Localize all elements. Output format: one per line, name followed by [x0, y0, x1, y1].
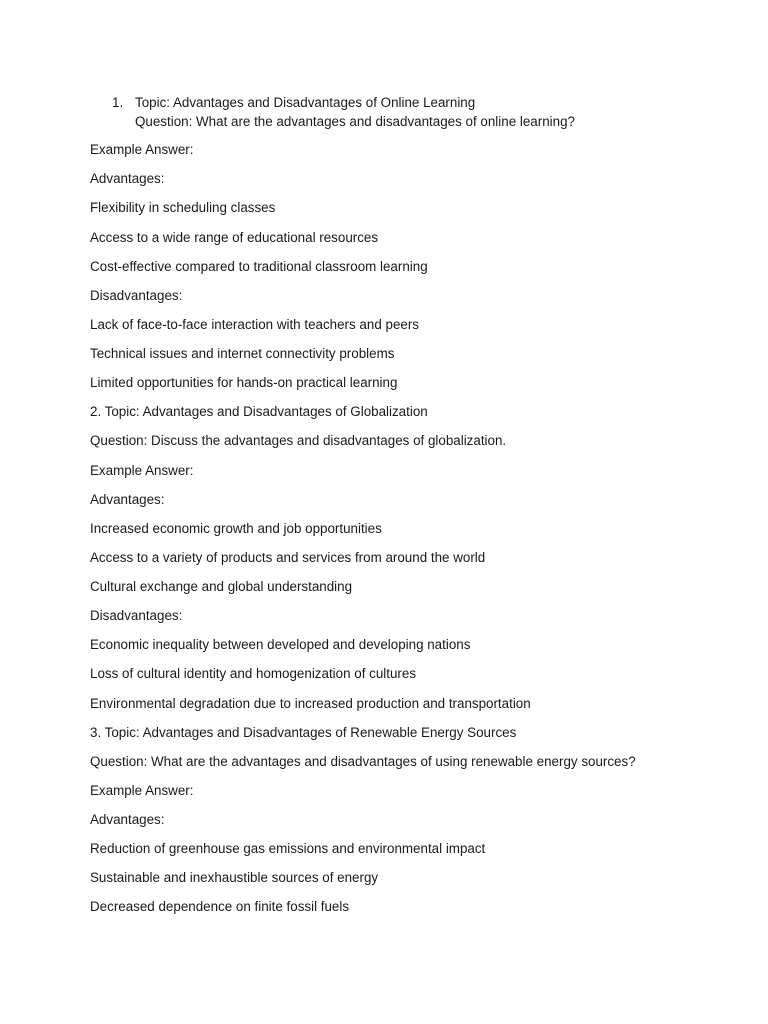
paragraph: Question: Discuss the advantages and disadvantages of globalization.: [90, 433, 507, 448]
paragraph: Advantages:: [90, 171, 165, 186]
list-number: 1.: [112, 95, 124, 110]
paragraph: Access to a variety of products and services from around the world: [90, 550, 486, 565]
paragraph: Cost-effective compared to traditional classroom learning: [90, 259, 428, 274]
paragraph: 3. Topic: Advantages and Disadvantages of Renewable Energy Sources: [90, 725, 517, 740]
paragraph: Technical issues and internet connectivity problems: [90, 346, 395, 361]
paragraph: Flexibility in scheduling classes: [90, 200, 276, 215]
paragraph: Question: What are the advantages and disadvantages of using renewable energy sources?: [90, 754, 636, 769]
topic-line: Topic: Advantages and Disadvantages of Online Learning: [135, 95, 476, 110]
paragraph: Environmental degradation due to increased production and transportation: [90, 696, 531, 711]
question-line: Question: What are the advantages and disadvantages of online learning?: [135, 114, 575, 129]
paragraph: Increased economic growth and job opportunities: [90, 521, 382, 536]
paragraph: Access to a wide range of educational resources: [90, 230, 379, 245]
paragraph: 2. Topic: Advantages and Disadvantages of Globalization: [90, 404, 428, 419]
paragraph: Advantages:: [90, 812, 165, 827]
paragraph: Loss of cultural identity and homogenization of cultures: [90, 666, 417, 681]
paragraph: Lack of face-to-face interaction with teachers and peers: [90, 317, 419, 332]
paragraph: Advantages:: [90, 492, 165, 507]
paragraph: Limited opportunities for hands-on practical learning: [90, 375, 398, 390]
paragraph: Example Answer:: [90, 783, 194, 798]
paragraph: Economic inequality between developed and developing nations: [90, 637, 471, 652]
paragraph: Sustainable and inexhaustible sources of energy: [90, 870, 379, 885]
list-item-body: [135, 93, 575, 131]
paragraph: Example Answer:: [90, 463, 194, 478]
paragraph: Reduction of greenhouse gas emissions and environmental impact: [90, 841, 486, 856]
paragraph: Disadvantages:: [90, 288, 183, 303]
paragraph: Decreased dependence on finite fossil fuels: [90, 899, 350, 914]
paragraph: Cultural exchange and global understanding: [90, 579, 353, 594]
paragraph: Disadvantages:: [90, 608, 183, 623]
paragraph: Example Answer:: [90, 142, 194, 157]
